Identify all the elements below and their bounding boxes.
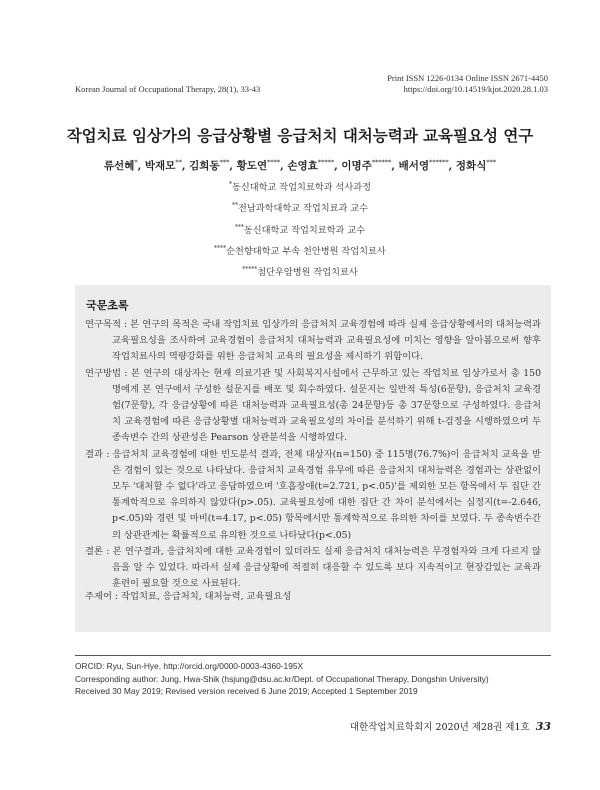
author-name: 이명주 xyxy=(341,160,372,172)
abstract-methods: 연구방법 : 본 연구의 대상자는 현재 의료기관 및 사회복지시설에서 근무하고 있는 작업치료 임상가로서 총 150명에게 본 연구에서 구성한 설문지를 배포 및 회수하였다. 설문지는 일반적 특성(6문항), 응급처치 교육경험(7문항), 각 응급상황에 따른 대처능력과 교육필요성(총 24문항)등 총 37문항으로 구성하였다. 응급처치 교육경험에 따른 응급상황별 대처능력과 교육필요성의 차이를 분석하기 위해 t-검정을 시행하였으며 두 종속변수 간의 상관성은 Pearson 상관분석을 시행하였다. xyxy=(85,367,541,444)
author-mark: *** xyxy=(486,158,497,167)
author-mark: ****** xyxy=(429,158,449,167)
keywords: 주제어 : 작업치료, 응급처치, 대처능력, 교육필요성 xyxy=(85,591,292,602)
abstract-conclusion: 결론 : 본 연구결과, 응급처치에 대한 교육경험이 있더라도 실제 응급처치 대처능력은 무경험자와 크게 다르지 않음을 알 수 있었다. 따라서 실제 응급상황에 적절히 대응할 수 있도록 보다 지속적이고 현장감있는 교육과 훈련이 필요할 것으로 사료된다. xyxy=(85,545,541,590)
abstract-purpose: 연구목적 : 본 연구의 목적은 국내 작업치료 임상가의 응급처치 교육경험에 따라 실제 응급상황에서의 대처능력과 교육필요성을 조사하여 교육경험이 응급처치 대처능력과 교육필요성에 미치는 영향을 알아봄으로써 향후 작업치료사의 역량강화를 위한 응급처치 교육의 필요성을 제시하기 위함이다. xyxy=(85,319,541,363)
author-mark: * xyxy=(134,158,138,167)
affiliation-text: 순천향대학교 부속 천안병원 작업치료사 xyxy=(226,245,386,257)
author-name: 정화식 xyxy=(455,160,487,172)
affiliation-line xyxy=(0,176,600,197)
abstract-heading: 국문초록 xyxy=(86,299,129,312)
affiliation-line xyxy=(0,219,600,240)
author-mark: ****** xyxy=(371,158,392,167)
author-name: 류선혜 xyxy=(103,160,135,172)
affiliation-mark: *** xyxy=(234,223,244,231)
paper-title: 작업치료 임상가의 응급상황별 응급처치 대처능력과 교육필요성 연구 xyxy=(66,126,534,145)
author-mark: **** xyxy=(267,158,281,167)
affiliation-line xyxy=(0,197,600,218)
affiliation-mark: * xyxy=(229,181,233,188)
author-name: 황도연 xyxy=(236,160,268,172)
footnotes xyxy=(75,660,489,698)
author-name: 손영효 xyxy=(287,160,318,172)
affiliation-text: 동신대학교 작업치료학과 석사과정 xyxy=(232,182,371,194)
journal-citation-line xyxy=(75,84,548,94)
affiliation-mark: **** xyxy=(214,244,227,252)
page-footer xyxy=(350,719,551,733)
affiliation-mark: ** xyxy=(231,202,238,210)
author-mark: ***** xyxy=(317,158,335,167)
author-list: 류선혜*, 박재모**, 김희동***, 황도연****, 손영효*****, 이명주******, 배서영******, 정화식*** xyxy=(103,158,497,172)
affiliation-text: 첨단우암병원 작업치료사 xyxy=(257,267,358,279)
author-name: 김희동 xyxy=(189,160,220,172)
author-name: 배서영 xyxy=(398,160,430,172)
author-mark: ** xyxy=(175,158,182,167)
affiliation-line xyxy=(0,240,600,261)
affiliation-text: 전남과학대학교 작업치료과 교수 xyxy=(237,203,369,215)
author-name: 박재모 xyxy=(144,160,176,172)
issn-line: Print ISSN 1226-0134 Online ISSN 2671-4450 xyxy=(387,73,548,83)
affiliation-mark: ***** xyxy=(242,266,258,274)
author-mark: *** xyxy=(219,158,230,167)
affiliation-text: 동신대학교 작업치료학과 교수 xyxy=(243,224,366,236)
abstract-box xyxy=(75,285,551,632)
corresponding-author-note: Corresponding author: Jung, Hwa-Shik (hsjung@dsu.ac.kr/Dept. of Occupational Therapy, Dongshin University) xyxy=(75,673,489,684)
abstract-results: 결과 : 응급처치 교육경험에 대한 빈도분석 결과, 전체 대상자(n=150) 중 115명(76.7%)이 응급처치 교육을 받은 경험이 있는 것으로 나타났다. 응급처치 교육경험 유무에 따른 응급처치 대처능력은 경험과는 상관없이 모두 '대처할 수 없다'라고 응답하였으며 '호흡장애(t=2.721, p<.05)'를 제외한 모든 항목에서 두 집단 간 통계학적으로 유의하지 않았다(p>.05). 교육필요성에 대한 집단 간 차이 분석에서는 심정지(t=-2.646, p<.05)와 경련 및 마비(t=4.17, p<.05) 항목에서만 통계학적으로 유의한 차이를 보였다. 두 종속변수간의 상관관계는 확률적으로 유의한 것으로 나타났다(p<.05) xyxy=(85,448,541,541)
footer-journal: 대한작업치료학회지 2020년 제28권 제1호 xyxy=(349,722,530,733)
journal-name: Korean Journal of Occupational Therapy, 28(1), 33-43 xyxy=(75,84,261,94)
page-number: 33 xyxy=(535,720,551,733)
received-dates-note: Received 30 May 2019; Revised version received 6 June 2019; Accepted 1 September 2019 xyxy=(75,686,418,697)
abstract-body xyxy=(85,317,541,592)
affiliation-line xyxy=(0,261,600,282)
orcid-note: ORCID: Ryu, Sun-Hye, http://orcid.org/0000-0003-4360-195X xyxy=(75,661,304,671)
footnote-divider xyxy=(75,655,551,656)
doi-link[interactable]: https://doi.org/10.14519/kjot.2020.28.1.03 xyxy=(403,84,548,94)
